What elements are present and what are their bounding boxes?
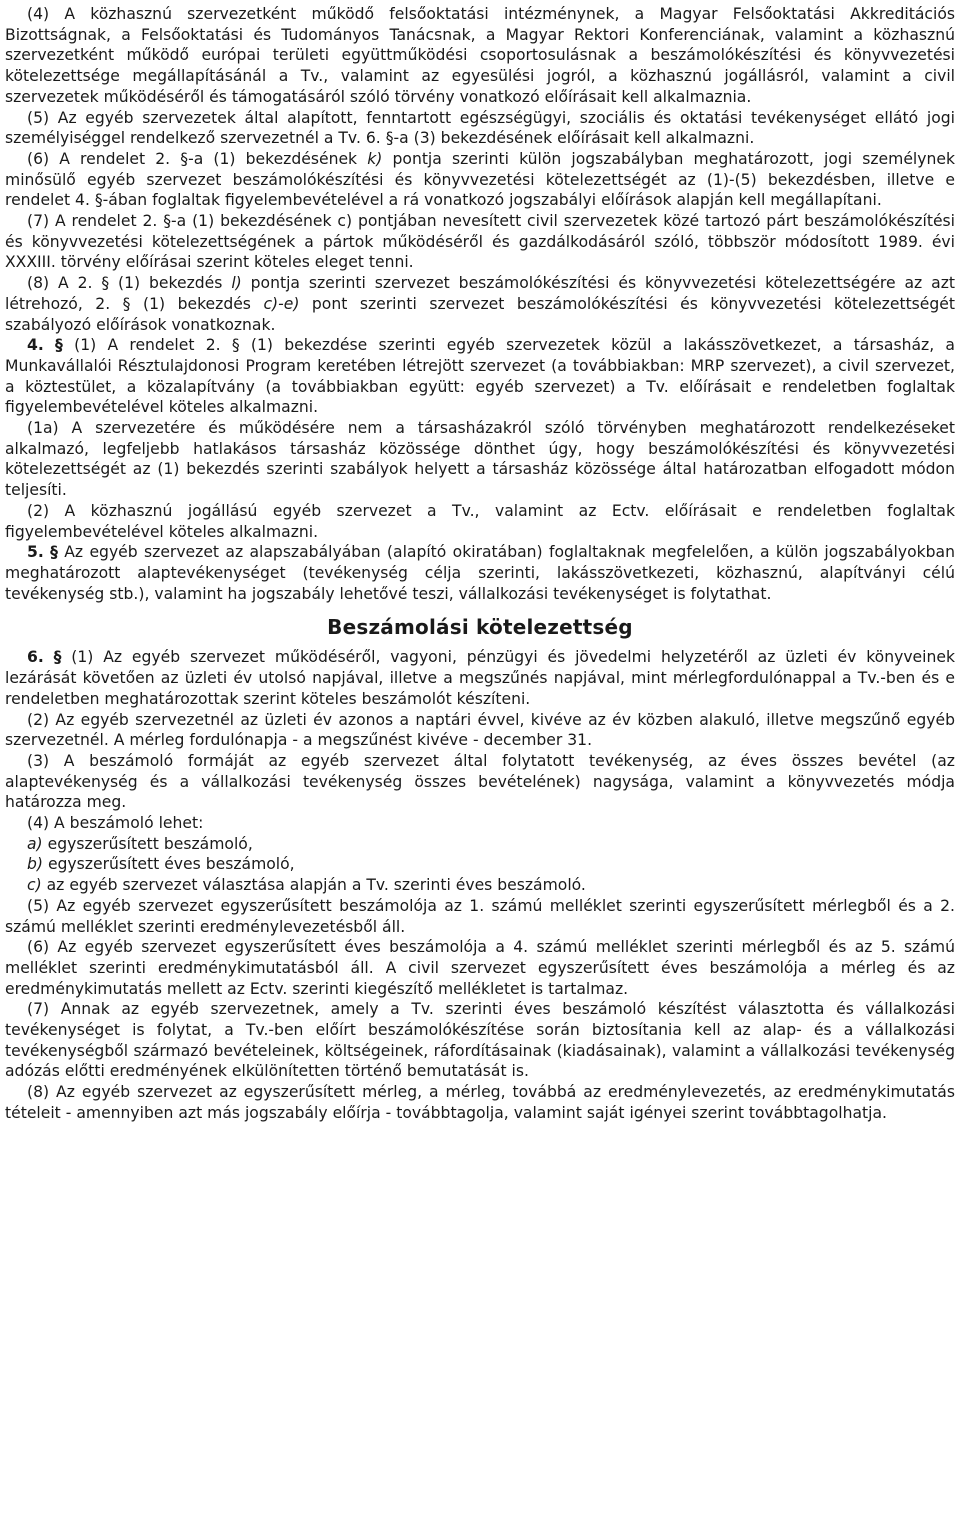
section-6-number: 6.: [27, 648, 44, 667]
point-letters-c-e: c)-e): [263, 294, 300, 313]
list-item-b: [5, 854, 955, 875]
point-letter-l: l): [231, 274, 242, 293]
paragraph-8: [5, 273, 955, 335]
section-heading: Beszámolási kötelezettség: [327, 615, 633, 640]
paragraph-8-text-part2: pontja szerinti szervezet beszámolókészítési és könyvvezetési kötelezettségére az azt létrehozó, 2. § (1) bekezdés: [5, 274, 955, 313]
document-page: [5, 4, 955, 1124]
section-4-number: 4.: [27, 336, 44, 355]
section-6-text: (1) Az egyéb szervezet működéséről, vagyoni, pénzügyi és jövedelmi helyzetéről az üzleti év könyveinek lezárását követően az üzleti év utolsó napjával, illetve a megszűnés napjával, mint mérlegfordulónappal a Tv.-ben és e rendeletben meghatározottak szerint köteles beszámolót készíteni.: [5, 648, 955, 708]
section-6-paragraph-7: (7) Annak az egyéb szervezetnek, amely a Tv. szerinti éves beszámoló készítést választotta és vállalkozási tevékenységet is folytat, a Tv.-ben előírt beszámolókészítése során biztosítania kell az alap- és a vállalkozási tevékenységből származó bevételeinek, költségeinek, ráfordításainak (kiadásainak), valamint a vállalkozási tevékenység adózás előtti eredményének elkülönítetten történő bemutatását is.: [5, 1000, 955, 1081]
point-letter-k: k): [367, 149, 383, 168]
list-item-text: egyszerűsített beszámoló,: [42, 834, 253, 853]
section-6-paragraph-4: (4) A beszámoló lehet:: [27, 814, 204, 833]
list-item-a: [5, 834, 955, 855]
section-4-paragraph-1a: (1a) A szervezetére és működésére nem a társasházakról szóló törvényben meghatározott rendelkezéseket alkalmazó, legfeljebb hatlakásos társasház közössége dönthet úgy, hogy beszámolókészítési és könyvvezetési kötelezettségét az (1) bekezdés szerinti szabályok helyett a társasház közössége által határozatban elfogadott módon teljesíti.: [5, 419, 955, 500]
list-item-text: az egyéb szervezet választása alapján a Tv. szerinti éves beszámoló.: [41, 876, 586, 895]
list-item-c: [5, 875, 955, 896]
section-5-text: Az egyéb szervezet az alapszabályában (alapító okiratában) foglaltaknak megfelelően, a külön jogszabályokban meghatározott alaptevékenységet (tevékenység célja szerinti, lakásszövetkezeti, közhasznú, alapítványi célú tevékenység stb.), valamint ha jogszabály lehetővé teszi, vállalkozási tevékenységet is folytathat.: [5, 543, 955, 603]
section-6-paragraph-5: (5) Az egyéb szervezet egyszerűsített beszámolója az 1. számú melléklet szerinti egyszerűsített mérlegből és a 2. számú melléklet szerinti eredménylevezetésből áll.: [5, 896, 955, 936]
paragraph-6-text-end: pontja szerinti külön jogszabályban meghatározott, jogi személynek minősülő egyéb szervezet beszámolókészítési és könyvvezetési kötelezettségét az (1)-(5) bekezdésben, illetve e rendelet 4. §-ában foglaltak figyelembevételével a rá vonatkozó jogszabályi előírások alapján kell megállapítani.: [5, 149, 955, 210]
section-6-paragraph-2: (2) Az egyéb szervezetnél az üzleti év azonos a naptári évvel, kivéve az év közben alakuló, illetve megszűnő egyéb szervezetnél. A mérleg fordulónapja - a megszűnést kivéve - december 31.: [5, 710, 955, 750]
section-6-paragraph-8: (8) Az egyéb szervezet az egyszerűsített mérleg, a mérleg, továbbá az eredménylevezetés, az eredménykimutatás tételeit - amennyiben azt más jogszabály előírja - továbbtagolja, valamint saját igényei szerint továbbtagolhatja.: [5, 1083, 955, 1122]
paragraph-5: (5) Az egyéb szervezetek által alapított, fenntartott egészségügyi, szociális és oktatási tevékenységet ellátó jogi személyiséggel rendelkező szervezetnél a Tv. 6. §-a (3) bekezdésének előírásait kell alkalmazni.: [5, 108, 955, 148]
section-sign: §: [50, 543, 58, 562]
section-6-paragraph-6: (6) Az egyéb szervezet egyszerűsített éves beszámolója a 4. számú melléklet szerinti mérlegből és az 5. számú melléklet szerinti eredménykimutatásból áll. A civil szervezet egyszerűsített éves beszámolója a mérleg és az eredménykimutatás mellett az Ectv. szerinti kiegészítő mellékletet is tartalmaz.: [5, 938, 955, 998]
paragraph-7: (7) A rendelet 2. §-a (1) bekezdésének c) pontjában nevesített civil szervezetek közé tartozó párt beszámolókészítési és könyvvezetési kötelezettségének a pártok működéséről és gazdálkodásáról szóló, többször módosított 1989. évi XXXIII. törvény előírásai szerint köteles eleget tenni.: [5, 212, 955, 272]
section-6-paragraph-3: (3) A beszámoló formáját az egyéb szervezet által folytatott tevékenység, az éves összes bevétel (az alaptevékenység és a vállalkozási tevékenység összes bevételének) nagysága, valamint a könyvvezetés módja határozza meg.: [5, 751, 955, 812]
paragraph-8-text-part1: (8) A 2. § (1) bekezdés: [27, 274, 232, 293]
list-item-text: egyszerűsített éves beszámoló,: [42, 855, 295, 874]
section-5: [5, 542, 955, 604]
list-item-letter: b): [27, 855, 43, 874]
section-4: [5, 335, 955, 418]
paragraph-4: (4) A közhasznú szervezetként működő felsőoktatási intézménynek, a Magyar Felsőoktatási Akkreditációs Bizottságnak, a Felsőoktatási és Tudományos Tanácsnak, a Magyar Rektori Konferenciának, valamint a közhasznú szervezetként működő európai területi együttműködési csoportosulásnak a beszámolókészítési és könyvvezetési kötelezettsége megállapításánál a Tv., valamint az egyesülési jogról, a közhasznú jogállásról, valamint a civil szervezetek működéséről és támogatásáról szóló törvény vonatkozó előírásait kell alkalmaznia.: [5, 5, 955, 106]
section-5-number: 5.: [27, 543, 44, 562]
section-4-text: (1) A rendelet 2. § (1) bekezdése szerinti egyéb szervezetek közül a lakásszövetkezet, a társasház, a Munkavállalói Résztulajdonosi Program keretében létrejött szervezet (a továbbiakban: MRP szervezet), a civil szervezet, a köztestület, a közalapítvány (a továbbiakban együtt: egyéb szervezet) a Tv. előírásait e rendeletben foglaltak figyelembevételével köteles alkalmazni.: [5, 336, 955, 417]
section-4-paragraph-2: (2) A közhasznú jogállású egyéb szervezet a Tv., valamint az Ectv. előírásait e rendeletben foglaltak figyelembevételével köteles alkalmazni.: [5, 501, 955, 541]
list-item-letter: c): [27, 876, 42, 895]
section-sign: §: [55, 336, 63, 355]
paragraph-8-text-part3: pont szerinti szervezet beszámolókészítési és könyvvezetési kötelezettségét szabályozó előírások vonatkoznak.: [5, 294, 956, 334]
section-6: [5, 647, 955, 709]
paragraph-6: [5, 149, 955, 211]
section-sign: §: [53, 648, 62, 667]
list-item-letter: a): [27, 834, 43, 853]
paragraph-6-text-start: (6) A rendelet 2. §-a (1) bekezdésének: [27, 149, 368, 168]
